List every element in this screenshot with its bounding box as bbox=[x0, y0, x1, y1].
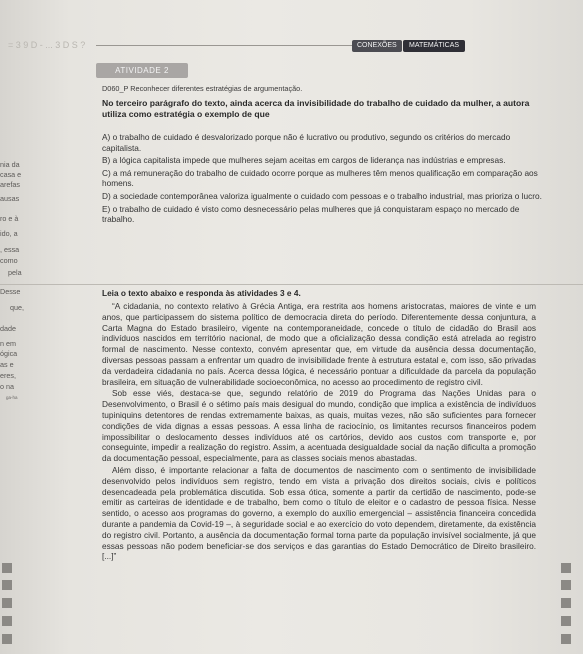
margin-fragment: que, bbox=[10, 303, 24, 312]
activity-title-badge: ATIVIDADE 2 bbox=[96, 63, 188, 78]
margin-fragment: , essa bbox=[0, 245, 20, 254]
margin-marker bbox=[2, 616, 12, 626]
answer-option-e: E) o trabalho de cuidado é visto como desnecessário pelas mulheres que já conquistaram espaço no mercado de trabalho. bbox=[102, 203, 520, 225]
margin-marker bbox=[561, 616, 571, 626]
passage-paragraph-3: Além disso, é importante relacionar a falta de documentos de nascimento com o sentimento de invisibilidade desenvolvido pelos indivíduos sem registro, tendo em vista a privação dos direitos sociais, civis e políticos desencadeada pela problemática discutida. Sob essa ótica, somente a partir da certidão de nascimento, pode-se emitir as carteiras de identidade e de trabalho, bem como o título de eleitor e o cadastro de pessoa física. Nesse sentido, o acesso aos programas do governo, a exemplo do auxílio emergencial – assistência financeira concedida durante a pandemia da Covid-19 –, à seguridade social e ao exercício do voto dependem, diretamente, da existência do registro civil. Portanto, a ausência da documentação formal torna parte da população invisível socialmente, já que essas pessoas não podem beneficiar-se dos serviços e das garantias do Estado Democrático de Direito brasileiro. [...]” bbox=[102, 464, 536, 562]
answer-option-d: D) a sociedade contemporânea valoriza igualmente o cuidado com pessoas e o trabalho industrial, mas prioriza o lucro. bbox=[102, 190, 542, 201]
margin-fragment: ro e à bbox=[0, 214, 19, 223]
margin-fragment: pela bbox=[8, 268, 22, 277]
margin-fragment: eres, bbox=[0, 371, 16, 380]
margin-marker bbox=[2, 580, 12, 590]
answer-option-a: A) o trabalho de cuidado é desvalorizado porque não é lucrativo ou produtivo, segundo os critérios do mercado capitalista. bbox=[102, 132, 511, 153]
margin-fragment: casa e bbox=[0, 170, 22, 179]
margin-fragment: ausas bbox=[0, 194, 20, 203]
passage-paragraph-2: Sob esse viés, destaca-se que, segundo relatório de 2019 do Programa das Nações Unidas para o Desenvolvimento, o Brasil é o sétimo país mais desigual do mundo, condição que implica a existência de indivíduos tupiniquins detentores de rendas extremamente baixas, as quais, muitas vezes, não são suficientes para fornecer condições de vida dignas a essas pessoas. A essa linha de raciocínio, os limitantes recursos financeiros podem impossibilitar o deslocamento desses indivíduos até os cartórios, devido aos custos com transporte e, por conseguinte, impedir a realização do registro. Assim, a acentuada desigualdade social da nação dificulta a promoção da documentação pessoal, especialmente, para as classes sociais menos abastadas. bbox=[102, 388, 536, 464]
margin-fragment: ógica bbox=[0, 349, 18, 358]
margin-fragment: nia da bbox=[0, 160, 20, 169]
margin-marker bbox=[2, 634, 12, 644]
margin-marker bbox=[2, 598, 12, 608]
question-prompt: No terceiro parágrafo do texto, ainda acerca da invisibilidade do trabalho de cuidado da mulher, a autora utiliza como estratégia o exemplo de que bbox=[102, 98, 530, 119]
margin-fragment: ido, a bbox=[0, 229, 18, 238]
margin-fragment: Desse bbox=[0, 287, 21, 296]
header-rule bbox=[96, 45, 356, 46]
margin-fragment: n em bbox=[0, 339, 16, 348]
answer-options bbox=[102, 132, 542, 227]
margin-fragment: como bbox=[0, 256, 18, 265]
margin-marker bbox=[561, 580, 571, 590]
margin-fragment: arefas bbox=[0, 180, 20, 189]
answer-option-c: C) a má remuneração do trabalho de cuidado ocorre porque as mulheres têm menos qualificação em comparação aos homens. bbox=[102, 167, 538, 189]
section-badge-matematicas: MATEMÁTICAS bbox=[403, 40, 465, 52]
faded-bleedthrough-text: = 3 9 D - ... 3 D S ? bbox=[8, 40, 86, 50]
skill-descriptor: D060_P Reconhecer diferentes estratégias de argumentação. bbox=[102, 84, 303, 93]
margin-marker bbox=[561, 563, 571, 573]
section-badge-conexoes: CONEXÕES bbox=[352, 40, 402, 52]
left-page-margin-fragments bbox=[0, 0, 60, 654]
reading-passage bbox=[102, 301, 536, 563]
passage-paragraph-1: “A cidadania, no contexto relativo à Grécia Antiga, era restrita aos homens aristocratas, maiores de vinte e um anos, que participassem do sistema político de democracia direta do período. Diferentemente dessa conjuntura, a Carta Magna do Estado brasileiro, vigente na contemporaneidade, concede o título de cidadão do Brasil aos indivíduos nascidos em território nacional, de modo que a oficialização dessa condição está atrelada ao registro formal de nascimento. Nesse contexto, convém apresentar que, em virtude da ausência dessa documentação, diversas pessoas passam a enfrentar um quadro de invisibilidade frente à estrutura estatal e, com isso, são privadas da verdadeira cidadania no país. Acerca dessa lógica, é necessário pontuar a dificuldade da parcela da população brasileira, em situação de vulnerabilidade socioeconômica, no acesso ao procedimento de registro civil. bbox=[102, 301, 536, 387]
margin-marker bbox=[561, 598, 571, 608]
margin-fragment: dade bbox=[0, 324, 16, 333]
margin-marker bbox=[2, 563, 12, 573]
margin-fragment: as e bbox=[0, 360, 14, 369]
margin-fragment: o na bbox=[0, 382, 14, 391]
section-divider bbox=[0, 284, 583, 285]
reading-instruction: Leia o texto abaixo e responda às atividades 3 e 4. bbox=[102, 288, 301, 298]
margin-fragment: ga-ha bbox=[6, 395, 18, 400]
answer-option-b: B) a lógica capitalista impede que mulheres sejam aceitas em cargos de liderança nas indústrias e empresas. bbox=[102, 155, 506, 166]
margin-marker bbox=[561, 634, 571, 644]
